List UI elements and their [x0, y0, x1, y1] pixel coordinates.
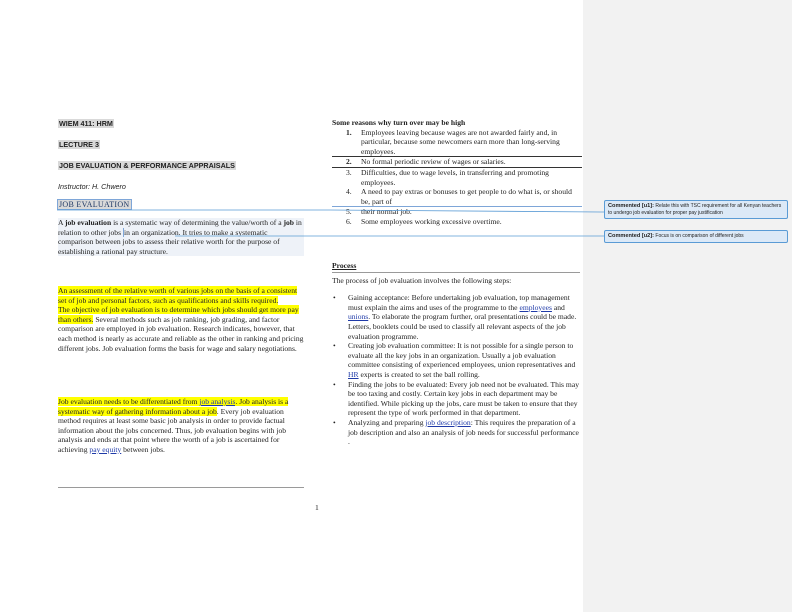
comment-u1[interactable]: Commented [u1]: Relate this with TSC requirement for all Kenyan teachers to undergo job evaluation for proper pay justification [604, 200, 788, 219]
section-title: JOB EVALUATION [59, 200, 130, 209]
comment-connector-1 [57, 210, 604, 212]
highlight-assessment: An assessment of the relative worth of various jobs on the basis of a consistent set of job and personal factors, such as qualifications and skills required. [58, 286, 298, 305]
page-number: 1 [315, 503, 319, 512]
topic-title: JOB EVALUATION & PERFORMANCE APPRAISALS [59, 161, 235, 170]
unions-link[interactable]: unions [348, 312, 369, 322]
instructor-line: Instructor: H. Chwero [58, 182, 126, 191]
hr-link[interactable]: HR [348, 369, 359, 379]
intro-paragraph: A job evaluation is a systematic way of determining the value/worth of a job in relation to other jobs in an organization. It tries to make a systematic comparison between jobs to assess their relative worth for the purpose of establishing a rational pay structure. [58, 218, 304, 256]
process-intro: The process of job evaluation involves the following steps: [332, 275, 512, 285]
pay-equity-link[interactable]: pay equity [89, 444, 122, 454]
step-item: • Analyzing and preparing job description: This requires the preparation of a job description and also an analysis of job needs for successful performance . [333, 417, 579, 447]
reason-item: 5. their normal job. [346, 207, 412, 217]
step-item: • Finding the jobs to be evaluated: Every job need not be evaluated. This may be too taxing and costly. Certain key jobs in each department may be identified. While picking up the jobs, care must be taken to ensure that they represent the type of work performed in that department. [333, 379, 579, 418]
job-analysis-link[interactable]: job analysis [199, 397, 236, 406]
reason-item: 1. Employees leaving because wages are not awarded fairly and, in particular, because some newcomers earn more than long-serving employees. [346, 127, 560, 156]
reason-item: 3. Difficulties, due to wage levels, in transferring and promoting employees. [346, 167, 549, 187]
differentiation-paragraph: Job evaluation needs to be differentiated from job analysis. Job analysis is a systematic way of gathering information about a job. Every job evaluation method requires at least some basic job analysis in order to provide factual information about the jobs concerned. Thus, job evaluation begins with job analysis and ends at that point where the worth of a job is ascertained for achieving pay equity between jobs. [58, 397, 289, 454]
assessment-paragraph: An assessment of the relative worth of various jobs on the basis of a consistent set of job and personal factors, such as qualifications and skills required. The objective of job evaluation is to determine which jobs should get more pay than others. Several methods such as job ranking, job grading, and factor comparison are employed in job evaluation. Research indicates, however, that each method is nearly as accurate and reliable as the other in ranking and pricing different jobs. Job evaluation forms the basis for wage and salary negotiations. [58, 286, 304, 353]
comment-u2[interactable]: Commented [u2]: Focus is on comparison of different jobs [604, 230, 788, 243]
job-description-link[interactable]: job description [425, 417, 471, 427]
highlight-objective: The objective of job evaluation is to determine which jobs should get more pay than others. [58, 305, 299, 324]
process-title: Process [332, 261, 357, 270]
step-item: • Gaining acceptance: Before undertaking job evaluation, top management must explain the aims and uses of the programme to the employees and unions. To elaborate the program further, oral presentations could be made. Letters, booklets could be used to classify all relevant aspects of the job evaluation programme. [333, 293, 577, 341]
lecture-label: LECTURE 3 [59, 140, 99, 149]
reason-item: 2. No formal periodic review of wages or salaries. [332, 156, 582, 168]
employees-link[interactable]: employees [519, 302, 552, 312]
reason-item: 4. A need to pay extras or bonuses to get people to do what is, or should be, part of [332, 187, 582, 207]
step-item: • Creating job evaluation committee: It is not possible for a single person to evaluate all the key jobs in an organization. Usually a job evaluation committee consisting of experienced employees, union representatives and HR experts is created to set the ball rolling. [333, 341, 576, 379]
course-code: WIEM 411: HRM [59, 119, 113, 128]
reasons-title: Some reasons why turn over may be high [332, 118, 466, 127]
reason-item: 6. Some employees working excessive overtime. [346, 216, 502, 226]
